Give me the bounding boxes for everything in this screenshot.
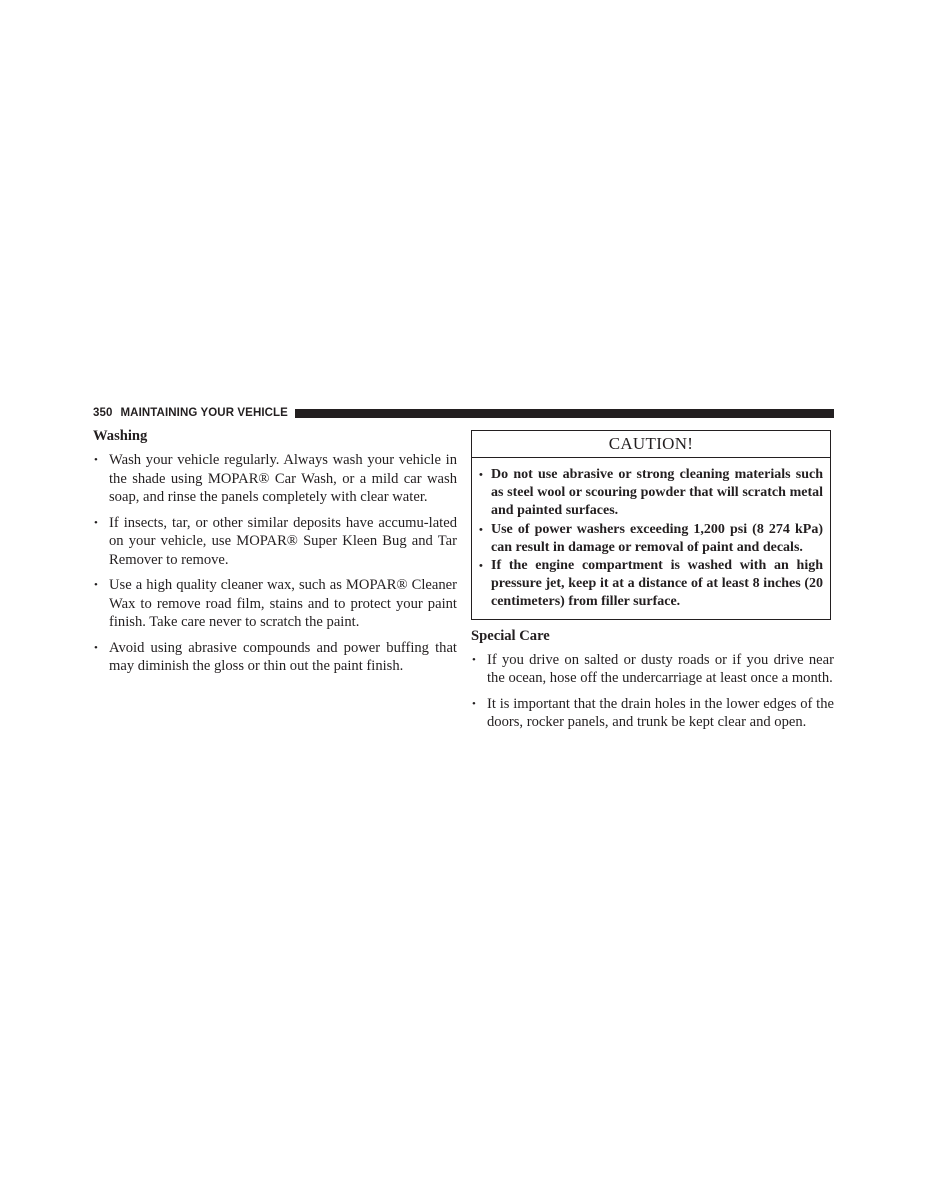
right-column bbox=[471, 430, 834, 739]
list-item-text: Use a high quality cleaner wax, such as MOPAR® Cleaner Wax to remove road film, stains and to protect your paint finish. Take care never to scratch the paint. bbox=[109, 577, 457, 630]
caution-item-text: If the engine compartment is washed with an high pressure jet, keep it at a distance of at least 8 inches (20 centimeters) from filler surface. bbox=[491, 558, 823, 610]
caution-item bbox=[479, 521, 823, 557]
list-item bbox=[471, 695, 834, 732]
list-item-text: If you drive on salted or dusty roads or if you drive near the ocean, hose off the undercarriage at least once a month. bbox=[487, 651, 834, 687]
bullet-icon: • bbox=[479, 469, 483, 481]
bullet-icon: • bbox=[479, 560, 483, 573]
list-item-text: Wash your vehicle regularly. Always wash your vehicle in the shade using MOPAR® Car Wash, or a mild car wash soap, and rinse the panels completely with clear water. bbox=[109, 452, 457, 505]
washing-heading: Washing bbox=[93, 428, 148, 444]
bullet-icon: • bbox=[472, 653, 476, 666]
list-item bbox=[93, 514, 457, 570]
list-item bbox=[93, 639, 457, 676]
caution-title: CAUTION! bbox=[472, 431, 830, 458]
caution-item bbox=[479, 557, 823, 612]
special-care-list bbox=[471, 651, 834, 732]
bullet-icon: • bbox=[94, 516, 98, 529]
list-item-text: If insects, tar, or other similar deposits have accumu-lated on your vehicle, use MOPAR® Super Kleen Bug and Tar Remover to remove. bbox=[109, 514, 457, 568]
page-number: 350 bbox=[93, 407, 113, 419]
bullet-icon: • bbox=[479, 523, 483, 536]
list-item-text: It is important that the drain holes in the lower edges of the doors, rocker panels, and trunk be kept clear and open. bbox=[487, 695, 834, 731]
page-header bbox=[93, 405, 834, 421]
list-item-text: Avoid using abrasive compounds and power buffing that may diminish the gloss or thin out the paint finish. bbox=[109, 639, 457, 674]
list-item bbox=[93, 576, 457, 632]
bullet-icon: • bbox=[94, 641, 98, 654]
caution-item bbox=[479, 466, 823, 521]
washing-list bbox=[93, 451, 457, 676]
special-care-heading: Special Care bbox=[471, 627, 550, 644]
list-item bbox=[93, 451, 457, 507]
bullet-icon: • bbox=[94, 579, 98, 591]
list-item bbox=[471, 651, 834, 688]
caution-item-text: Use of power washers exceeding 1,200 psi (8 274 kPa) can result in damage or removal of paint and decals. bbox=[491, 521, 823, 555]
header-rule bbox=[295, 409, 834, 418]
bullet-icon: • bbox=[94, 454, 98, 466]
bullet-icon: • bbox=[472, 697, 476, 710]
left-column bbox=[93, 427, 457, 683]
section-title: MAINTAINING YOUR VEHICLE bbox=[120, 407, 288, 419]
caution-list bbox=[472, 458, 830, 619]
caution-item-text: Do not use abrasive or strong cleaning materials such as steel wool or scouring powder that will scratch metal and painted surfaces. bbox=[491, 467, 823, 519]
caution-box bbox=[471, 430, 831, 620]
